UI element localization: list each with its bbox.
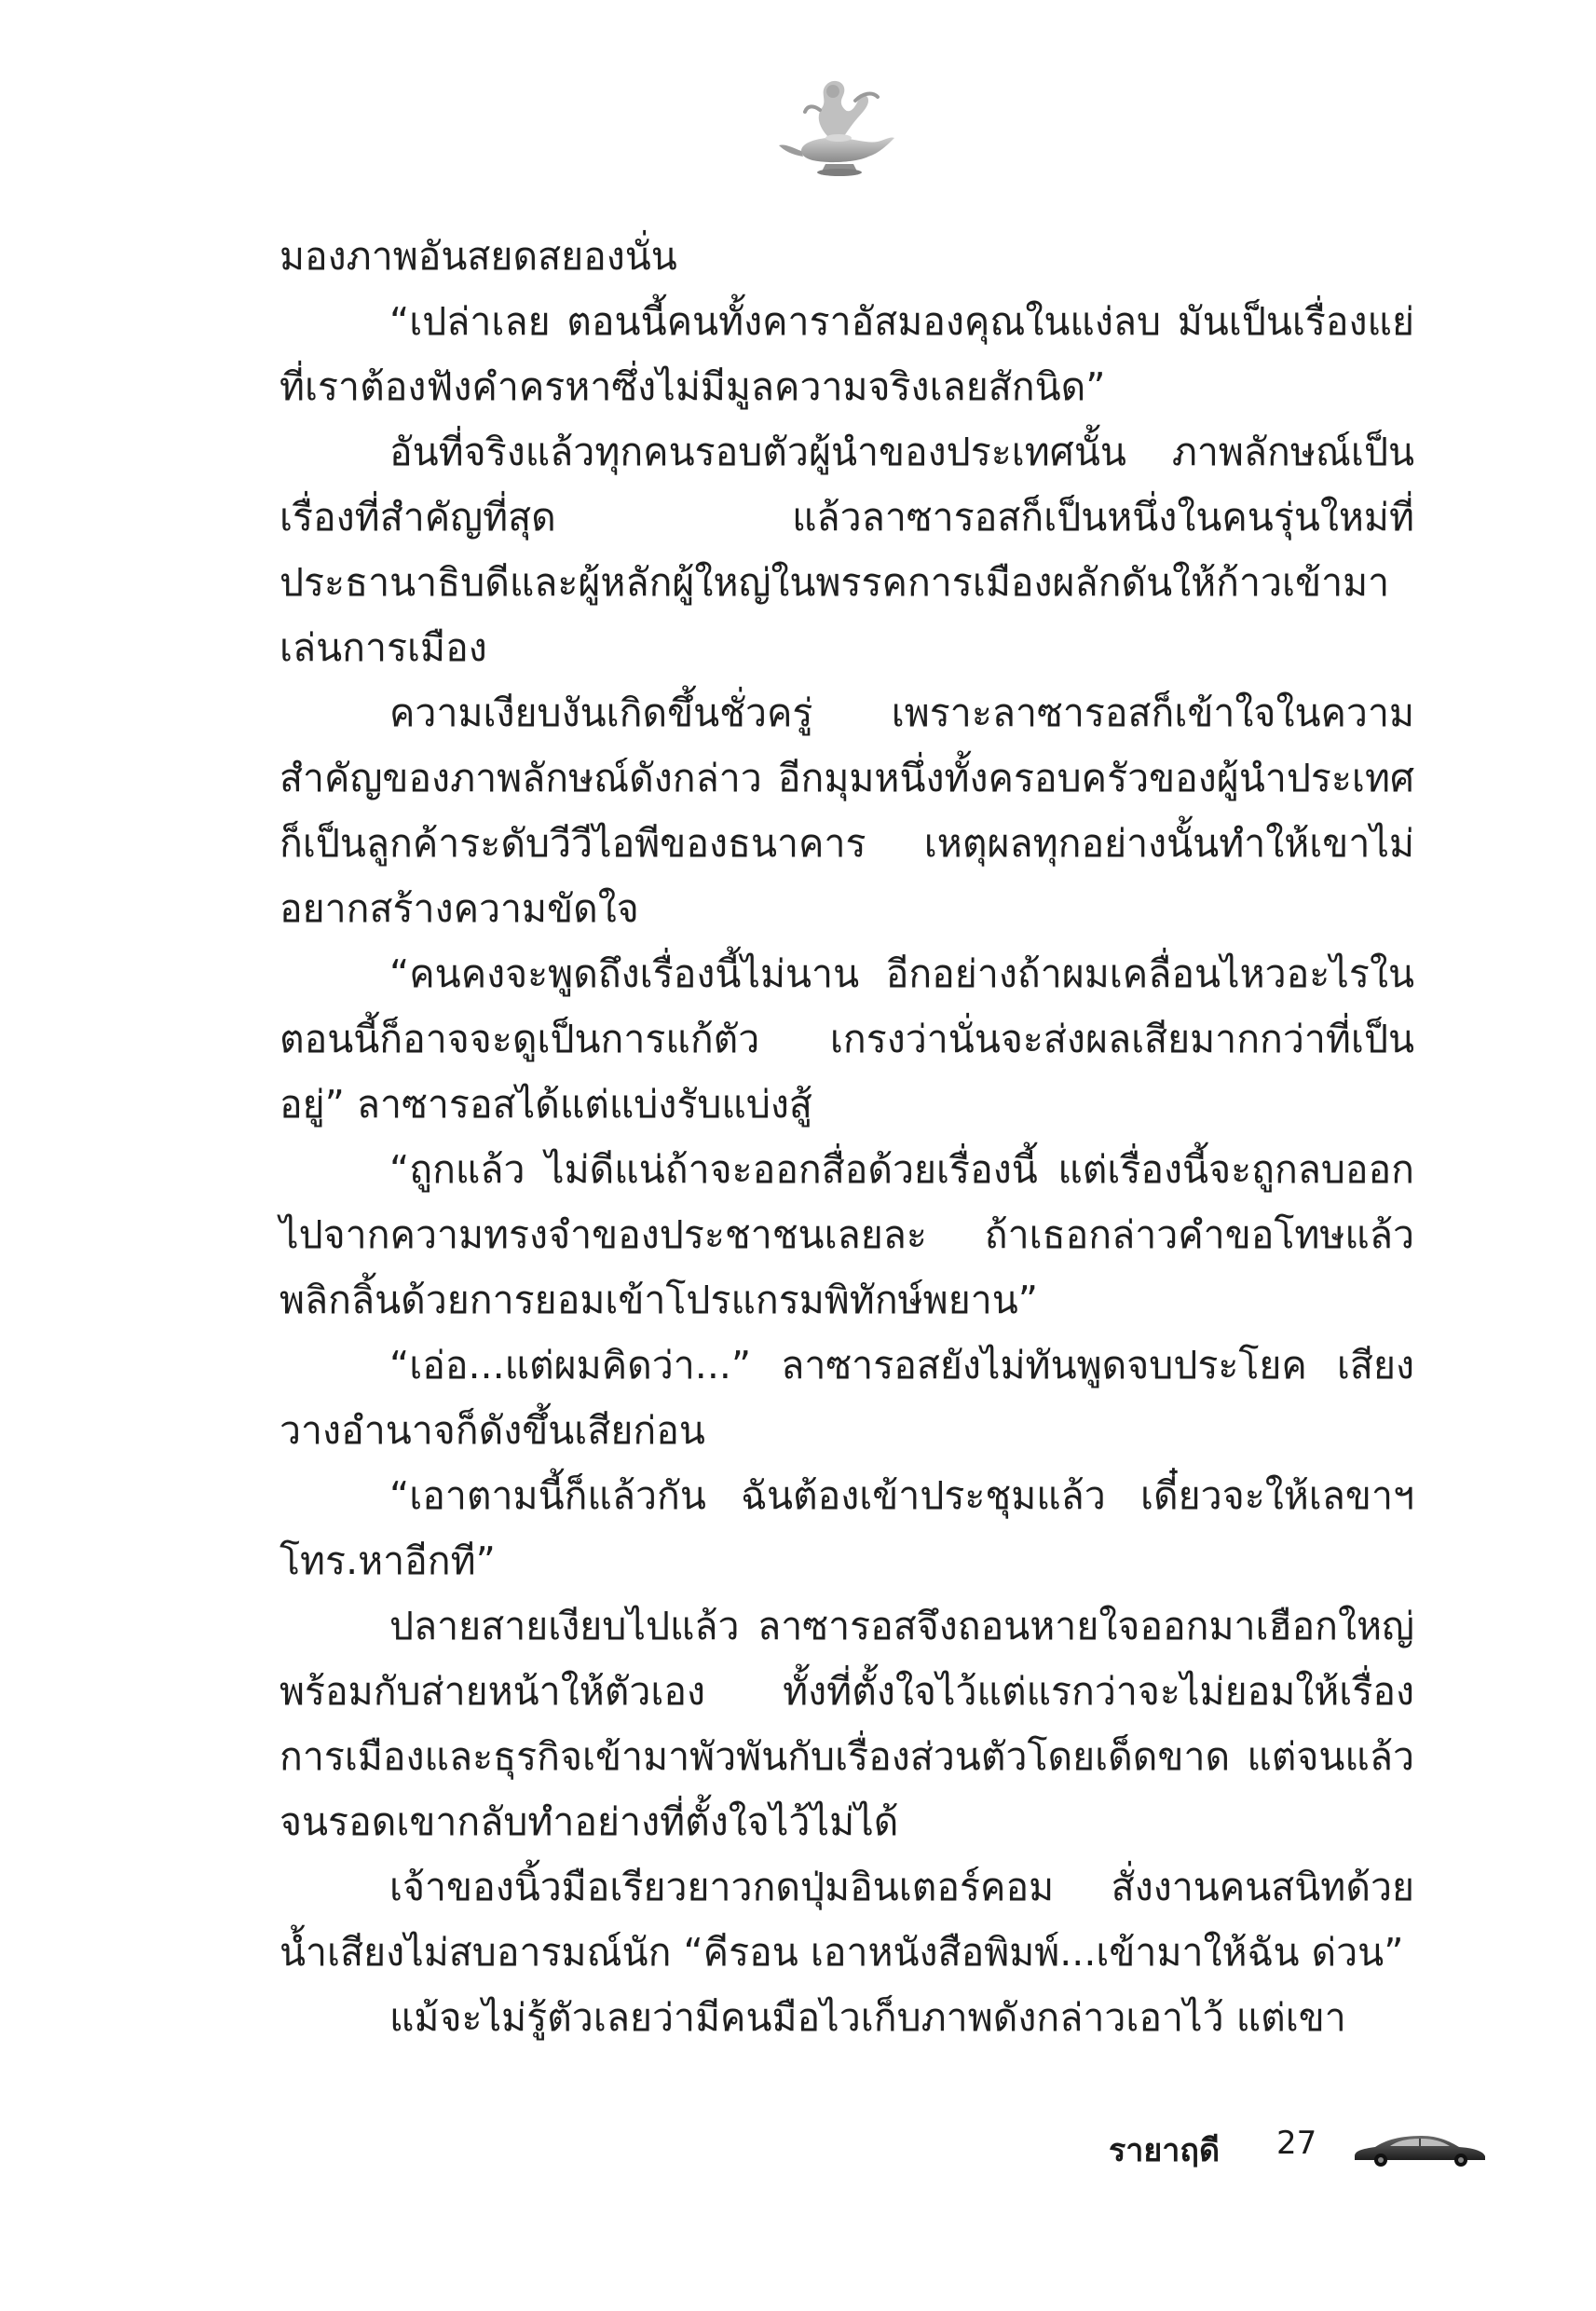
- car-icon: [1349, 2130, 1489, 2169]
- paragraph: ความเงียบงันเกิดขึ้นชั่วครู่ เพราะลาซารอสก็เข้าใจในความสำคัญของภาพลักษณ์ดังกล่าว อีกมุมหนึ่งทั้งครอบครัวของผู้นำประเทศก็เป็นลูกค้าระดับวีวีไอพีของธนาคาร เหตุผลทุกอย่างนั้นทำให้เขาไม่อยากสร้างความขัดใจ: [280, 691, 1414, 931]
- paragraph: “เอ่อ...แต่ผมคิดว่า...” ลาซารอสยังไม่ทันพูดจบประโยค เสียงวางอำนาจก็ดังขึ้นเสียก่อน: [280, 1343, 1414, 1453]
- paragraph: “คนคงจะพูดถึงเรื่องนี้ไม่นาน อีกอย่างถ้าผมเคลื่อนไหวอะไรในตอนนี้ก็อาจจะดูเป็นการแก้ตัว เกรงว่านั่นจะส่งผลเสียมากกว่าที่เป็นอยู่” ลาซารอสได้แต่แบ่งรับแบ่งสู้: [280, 951, 1414, 1127]
- paragraph: อันที่จริงแล้วทุกคนรอบตัวผู้นำของประเทศนั้น ภาพลักษณ์เป็นเรื่องที่สำคัญที่สุด แล้วลาซารอสก็เป็นหนึ่งในคนรุ่นใหม่ที่ประธานาธิบดีและผู้หลักผู้ใหญ่ในพรรคการเมืองผลักดันให้ก้าวเข้ามาเล่นการเมือง: [280, 430, 1414, 670]
- running-title: รายาฤดี: [1109, 2132, 1221, 2169]
- body-text: [280, 224, 1414, 2050]
- page-footer: [1109, 2108, 1500, 2192]
- paragraph: เจ้าของนิ้วมือเรียวยาวกดปุ่มอินเตอร์คอม สั่งงานคนสนิทด้วยน้ำเสียงไม่สบอารมณ์นัก “คีรอน เอาหนังสือพิมพ์...เข้ามาให้ฉัน ด่วน”: [280, 1865, 1414, 1975]
- paragraph: มองภาพอันสยดสยองนั่น: [280, 234, 677, 279]
- paragraph: แม้จะไม่รู้ตัวเลยว่ามีคนมือไวเก็บภาพดังกล่าวเอาไว้ แต่เขา: [389, 1995, 1346, 2040]
- paragraph: ปลายสายเงียบไปแล้ว ลาซารอสจึงถอนหายใจออกมาเฮือกใหญ่พร้อมกับส่ายหน้าให้ตัวเอง ทั้งที่ตั้งใจไว้แต่แรกว่าจะไม่ยอมให้เรื่องการเมืองและธุรกิจเข้ามาพัวพันกับเรื่องส่วนตัวโดยเด็ดขาด แต่จนแล้วจนรอดเขากลับทำอย่างที่ตั้งใจไว้ไม่ได้: [280, 1604, 1414, 1844]
- paragraph: “เอาตามนี้ก็แล้วกัน ฉันต้องเข้าประชุมแล้ว เดี๋ยวจะให้เลขาฯ โทร.หาอีกที”: [280, 1473, 1414, 1583]
- page-number: 27: [1276, 2125, 1317, 2162]
- paragraph: “ถูกแล้ว ไม่ดีแน่ถ้าจะออกสื่อด้วยเรื่องนี้ แต่เรื่องนี้จะถูกลบออกไปจากความทรงจำของประชาชนเลยละ ถ้าเธอกล่าวคำขอโทษแล้วพลิกลิ้นด้วยการยอมเข้าโปรแกรมพิทักษ์พยาน”: [280, 1147, 1414, 1322]
- paragraph: “เปล่าเลย ตอนนี้คนทั้งคาราอัสมองคุณในแง่ลบ มันเป็นเรื่องแย่ที่เราต้องฟังคำครหาซึ่งไม่มีมูลความจริงเลยสักนิด”: [280, 299, 1414, 409]
- genie-lamp-icon: [764, 73, 904, 185]
